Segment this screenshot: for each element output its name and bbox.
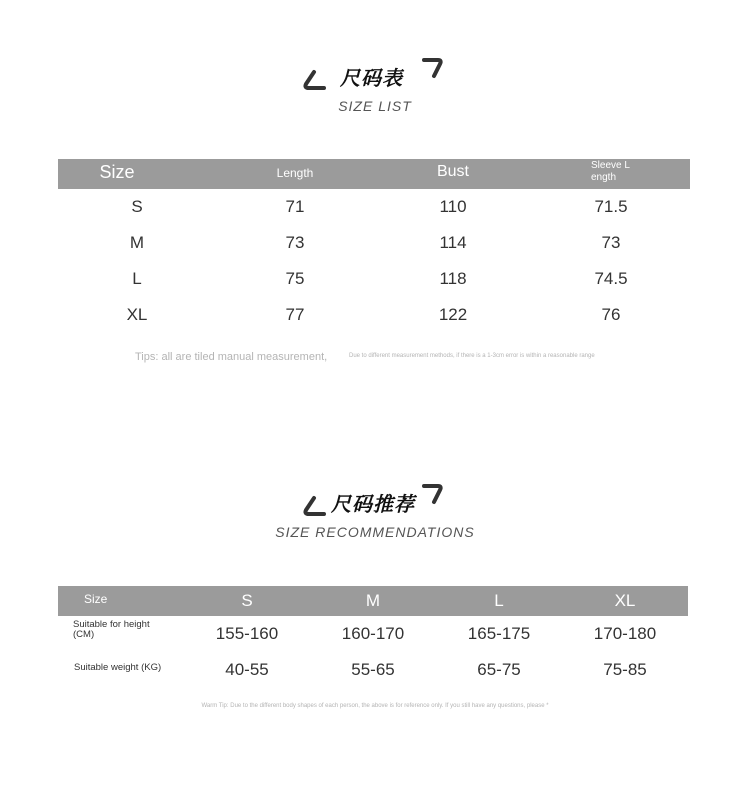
header-size: Size xyxy=(99,162,135,182)
cell-weight-l: 65-75 xyxy=(477,660,521,679)
cell-bust: 118 xyxy=(439,269,467,288)
header-xl: XL xyxy=(614,591,636,610)
cell-height-s: 155-160 xyxy=(215,624,279,643)
size-rec-header-row xyxy=(58,586,688,616)
cell-length: 75 xyxy=(285,269,305,288)
header-bust: Bust xyxy=(436,163,469,180)
cell-bust: 122 xyxy=(438,305,468,324)
header-sleeve-length: Sleeve L ength xyxy=(591,160,630,183)
cell-size: L xyxy=(132,269,142,288)
cell-sleeve: 76 xyxy=(601,305,621,324)
cell-size: M xyxy=(129,233,145,252)
cell-weight-s: 40-55 xyxy=(225,660,269,679)
left-bracket-icon xyxy=(300,494,328,518)
cell-size: XL xyxy=(126,305,148,324)
size-list-title-cn: 尺码表 xyxy=(340,66,403,90)
size-rec-heading xyxy=(0,476,750,546)
cell-length: 77 xyxy=(285,305,305,324)
cell-length: 71 xyxy=(285,197,305,216)
size-list-heading xyxy=(0,50,750,120)
cell-sleeve: 73 xyxy=(601,233,621,252)
row-label-weight: Suitable weight (KG) xyxy=(74,662,162,673)
size-list-table xyxy=(58,159,690,339)
measurement-tip: Tips: all are tiled manual measurement, xyxy=(135,351,328,363)
size-list-header-row xyxy=(58,159,690,189)
cell-sleeve: 74.5 xyxy=(594,269,628,288)
row-label-height: Suitable for height (CM) xyxy=(73,619,150,640)
cell-weight-m: 55-65 xyxy=(351,660,395,679)
right-bracket-icon xyxy=(420,480,448,506)
header-l: L xyxy=(494,591,504,610)
size-rec-table xyxy=(58,586,688,696)
cell-size: S xyxy=(131,197,143,216)
size-list-title-en: SIZE LIST xyxy=(338,98,412,114)
cell-height-xl: 170-180 xyxy=(593,624,657,643)
cell-height-l: 165-175 xyxy=(467,624,531,643)
size-rec-title-cn: 尺码推荐 xyxy=(331,492,415,516)
header-s: S xyxy=(241,591,253,610)
warm-tip: Warm Tip: Due to the different body shapes of each person, the above is for reference only. If you still have any questions, please * xyxy=(201,703,549,709)
cell-height-m: 160-170 xyxy=(341,624,405,643)
cell-sleeve: 71.5 xyxy=(594,197,628,216)
left-bracket-icon xyxy=(300,68,328,92)
cell-bust: 110 xyxy=(439,197,467,216)
measurement-tip-detail: Due to different measurement methods, if there is a 1-3cm error is within a reasonable range xyxy=(349,353,595,359)
cell-length: 73 xyxy=(285,233,305,252)
header-size: Size xyxy=(84,592,108,606)
header-length: Length xyxy=(276,166,314,180)
header-m: M xyxy=(365,591,381,610)
right-bracket-icon xyxy=(420,54,448,80)
size-rec-title-en: SIZE RECOMMENDATIONS xyxy=(275,524,475,540)
cell-weight-xl: 75-85 xyxy=(603,660,647,679)
cell-bust: 114 xyxy=(439,233,467,252)
